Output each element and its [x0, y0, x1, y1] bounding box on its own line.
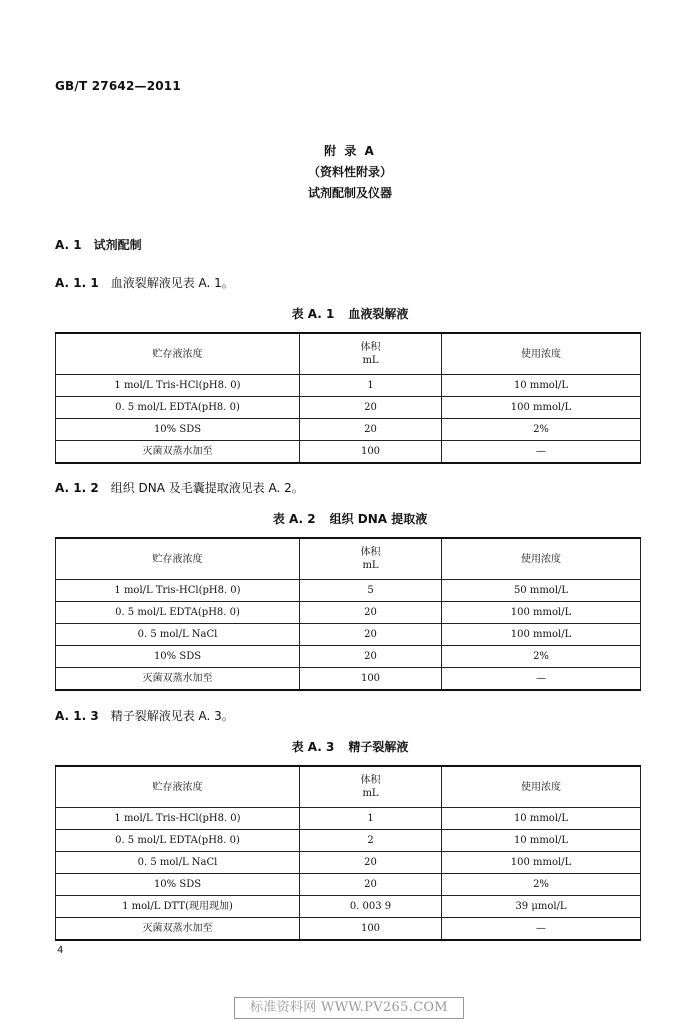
cell-volume: 1 [300, 808, 442, 830]
cell-volume: 100 [300, 441, 442, 464]
appendix-subtitle: （资料性附录） [307, 165, 392, 179]
table-a2 [55, 537, 641, 691]
table-row [56, 896, 641, 918]
table-row [56, 375, 641, 397]
volume-label: 体积 [360, 547, 381, 558]
table-row [56, 602, 641, 624]
cell-stock: 0. 5 mol/L NaCl [56, 624, 300, 646]
table-row [56, 580, 641, 602]
cell-working: 10 mmol/L [442, 375, 641, 397]
cell-working: — [442, 918, 641, 941]
subsection-text: 组织 DNA 及毛囊提取液见表 A. 2。 [110, 481, 304, 495]
volume-label: 体积 [360, 775, 381, 786]
cell-stock: 灭菌双蒸水加至 [56, 668, 300, 691]
cell-volume: 20 [300, 646, 442, 668]
table-row [56, 646, 641, 668]
volume-unit: mL [362, 355, 379, 366]
subsection-text: 精子裂解液见表 A. 3。 [110, 709, 234, 723]
table-row [56, 852, 641, 874]
cell-working: 100 mmol/L [442, 624, 641, 646]
cell-stock: 0. 5 mol/L EDTA(pH8. 0) [56, 602, 300, 624]
cell-stock: 0. 5 mol/L NaCl [56, 852, 300, 874]
cell-working: 2% [442, 646, 641, 668]
col-header-stock: 贮存液浓度 [56, 766, 300, 808]
table-a3-caption [0, 738, 700, 755]
cell-stock: 10% SDS [56, 874, 300, 896]
col-header-volume [300, 766, 442, 808]
section-number: A. 1 [55, 238, 82, 252]
table-title: 血液裂解液 [348, 307, 409, 321]
cell-stock: 10% SDS [56, 646, 300, 668]
cell-volume: 2 [300, 830, 442, 852]
cell-volume: 20 [300, 397, 442, 419]
cell-working: 10 mmol/L [442, 808, 641, 830]
page-number: 4 [57, 945, 64, 956]
table-row [56, 830, 641, 852]
cell-working: 100 mmol/L [442, 602, 641, 624]
cell-volume: 100 [300, 668, 442, 691]
col-header-stock: 贮存液浓度 [56, 333, 300, 375]
cell-volume: 20 [300, 874, 442, 896]
table-row [56, 918, 641, 941]
appendix-name: 试剂配制及仪器 [307, 186, 392, 200]
cell-stock: 10% SDS [56, 419, 300, 441]
cell-stock: 1 mol/L Tris-HCl(pH8. 0) [56, 808, 300, 830]
cell-stock: 0. 5 mol/L EDTA(pH8. 0) [56, 397, 300, 419]
col-header-stock: 贮存液浓度 [56, 538, 300, 580]
col-header-volume [300, 538, 442, 580]
table-a1-caption [0, 305, 700, 322]
col-header-volume [300, 333, 442, 375]
cell-stock: 0. 5 mol/L EDTA(pH8. 0) [56, 830, 300, 852]
cell-stock: 1 mol/L Tris-HCl(pH8. 0) [56, 580, 300, 602]
volume-unit: mL [362, 788, 379, 799]
section-title: 试剂配制 [93, 238, 142, 252]
cell-volume: 1 [300, 375, 442, 397]
table-header-row [56, 538, 641, 580]
cell-working: 10 mmol/L [442, 830, 641, 852]
subsection-number: A. 1. 2 [55, 481, 99, 495]
table-title: 精子裂解液 [348, 740, 409, 754]
standard-code: GB/T 27642—2011 [55, 79, 181, 93]
cell-working: 100 mmol/L [442, 397, 641, 419]
table-row [56, 808, 641, 830]
table-row [56, 441, 641, 464]
cell-stock: 灭菌双蒸水加至 [56, 918, 300, 941]
col-header-working: 使用浓度 [442, 333, 641, 375]
table-a1 [55, 332, 641, 464]
table-header-row [56, 333, 641, 375]
cell-volume: 100 [300, 918, 442, 941]
section-heading [55, 236, 142, 253]
cell-volume: 20 [300, 852, 442, 874]
col-header-working: 使用浓度 [442, 538, 641, 580]
table-row [56, 419, 641, 441]
table-number: 表 A. 2 [272, 512, 316, 526]
cell-working: — [442, 441, 641, 464]
subsection-a13 [55, 707, 234, 724]
cell-working: 2% [442, 874, 641, 896]
cell-working: 50 mmol/L [442, 580, 641, 602]
table-header-row [56, 766, 641, 808]
table-title: 组织 DNA 提取液 [329, 512, 428, 526]
subsection-number: A. 1. 1 [55, 276, 99, 290]
volume-unit: mL [362, 560, 379, 571]
table-row [56, 624, 641, 646]
cell-stock: 1 mol/L DTT(现用现加) [56, 896, 300, 918]
table-row [56, 874, 641, 896]
table-row [56, 397, 641, 419]
cell-volume: 20 [300, 624, 442, 646]
subsection-a11 [55, 274, 234, 291]
subsection-number: A. 1. 3 [55, 709, 99, 723]
table-a2-caption [0, 510, 700, 527]
cell-stock: 1 mol/L Tris-HCl(pH8. 0) [56, 375, 300, 397]
subsection-text: 血液裂解液见表 A. 1。 [110, 276, 234, 290]
cell-volume: 20 [300, 602, 442, 624]
cell-working: 39 μmol/L [442, 896, 641, 918]
cell-working: 100 mmol/L [442, 852, 641, 874]
table-a3 [55, 765, 641, 941]
cell-stock: 灭菌双蒸水加至 [56, 441, 300, 464]
cell-volume: 0. 003 9 [300, 896, 442, 918]
appendix-title: 附 录 A [324, 144, 376, 158]
watermark: 标准资料网 WWW.PV265.COM [234, 997, 464, 1019]
cell-working: — [442, 668, 641, 691]
volume-label: 体积 [360, 342, 381, 353]
cell-volume: 20 [300, 419, 442, 441]
table-number: 表 A. 1 [291, 307, 335, 321]
table-row [56, 668, 641, 691]
col-header-working: 使用浓度 [442, 766, 641, 808]
subsection-a12 [55, 479, 304, 496]
cell-volume: 5 [300, 580, 442, 602]
table-number: 表 A. 3 [291, 740, 335, 754]
cell-working: 2% [442, 419, 641, 441]
